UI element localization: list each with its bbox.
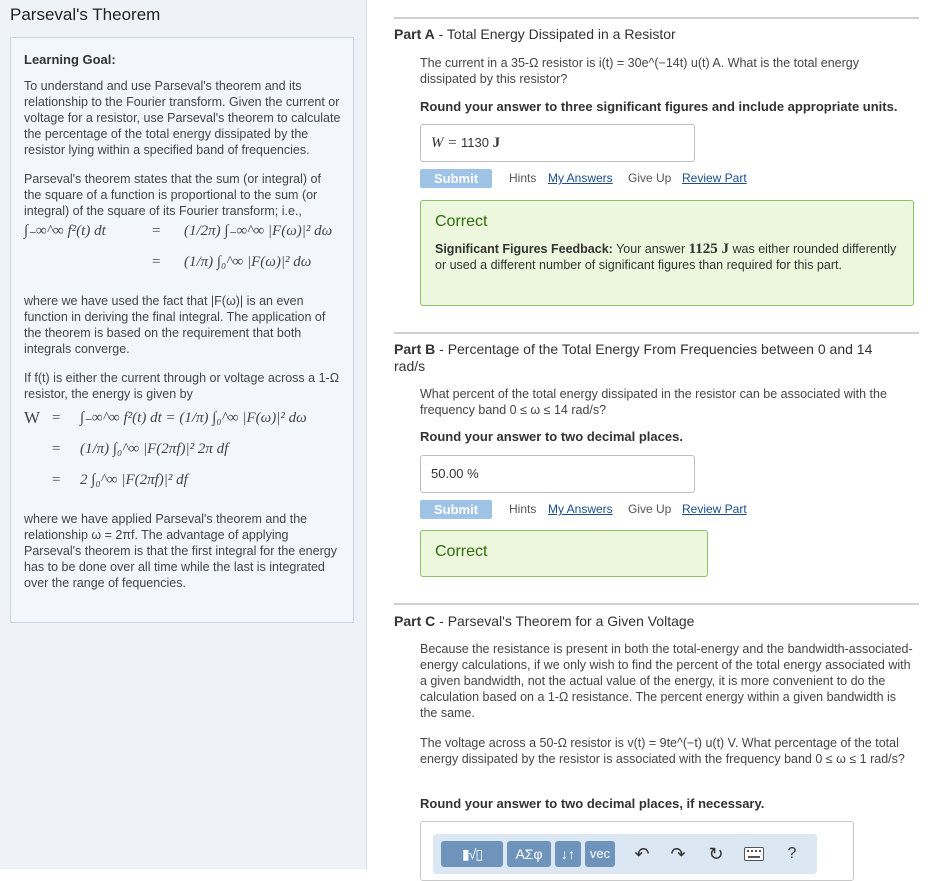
equation-1 (24, 223, 341, 254)
feedback-value: 1125 J (688, 241, 730, 257)
learning-goal-panel (0, 0, 367, 869)
part-b-my-answers-link[interactable]: My Answers (548, 502, 613, 516)
conclusion-text: where we have applied Parseval's theorem and the relationship ω = 2πf. The advantage of applying Parseval's theorem is that the first integral for the energy has to be done over all time while the last is integrated over the range of fequencies. (24, 512, 337, 590)
part-b-answer-field[interactable] (420, 455, 695, 493)
equation-5 (24, 472, 341, 503)
part-a-question (420, 55, 915, 87)
part-b-question-text: What percent of the total energy dissipated in the resistor can be associated with the frequency band 0 ≤ ω ≤ 14 rad/s? (420, 387, 887, 417)
eq3-equals: = (52, 410, 61, 426)
part-b-give-up-link[interactable]: Give Up (628, 502, 672, 516)
eq3-w: W (24, 408, 41, 427)
part-a-header: Part A - Total Energy Dissipated in a Resistor (394, 26, 676, 42)
part-b-feedback-box (420, 530, 708, 577)
part-a-instruction: Round your answer to three significant figures and include appropriate units. (420, 99, 898, 114)
learning-goal-label: Learning Goal: (24, 52, 116, 67)
part-b-divider (394, 332, 919, 334)
part-a-give-up-link[interactable]: Give Up (628, 171, 672, 185)
eq3-right: ∫₋∞^∞ f²(t) dt = (1/π) ∫₀^∞ |F(ω)|² dω (80, 410, 307, 426)
problem-panel (394, 0, 919, 869)
part-c-title: Parseval's Theorem for a Given Voltage (447, 613, 695, 629)
part-c-question (420, 735, 915, 767)
part-a-feedback-box (420, 200, 914, 306)
eq1-equals: = (152, 223, 161, 239)
energy-intro: If f(t) is either the current through or voltage across a 1-Ω resistor, the energy is given by (24, 371, 340, 401)
part-c-context (420, 641, 915, 721)
subscript-superscript-button[interactable]: ↓↑ (555, 841, 581, 867)
theorem-statement: Parseval's theorem states that the sum (or integral) of the square of a function is proportional to the sum (or integral) of the square of its Fourier transform; i.e., (24, 172, 321, 218)
part-c-header: Part C - Parseval's Theorem for a Given Voltage (394, 613, 695, 629)
eq5-equals: = (52, 472, 61, 488)
part-b-hints-link[interactable]: Hints (509, 502, 537, 516)
part-c-divider (394, 603, 919, 605)
feedback-post: was either rounded differently or used a different number of significant figures than required for this part. (435, 242, 897, 272)
part-c-instruction: Round your answer to two decimal places, if necessary. (420, 796, 765, 811)
part-a-review-part-link[interactable]: Review Part (682, 171, 747, 185)
answer-value: 1130 (461, 135, 489, 150)
part-a-hints-link[interactable]: Hints (509, 171, 537, 185)
vector-button[interactable]: vec (585, 841, 615, 867)
equation-3 (24, 410, 341, 441)
eq2-right: (1/π) ∫₀^∞ |F(ω)|² dω (184, 254, 312, 270)
part-a-question-text: The current in a 35-Ω resistor is i(t) = 30e^(−14t) u(t) A. What is the total energy dissipated by this resistor? (420, 56, 860, 86)
part-c-answer-editor[interactable] (420, 821, 854, 881)
part-a-result: Correct (435, 213, 488, 230)
part-b-title: Percentage of the Total Energy From Frequencies between 0 and 14 rad/s (394, 341, 873, 374)
part-b-review-part-link[interactable]: Review Part (682, 502, 747, 516)
part-a-divider (394, 17, 919, 19)
help-icon[interactable]: ? (787, 845, 797, 862)
learning-goal-intro: To understand and use Parseval's theorem and its relationship to the Fourier transform. Given the current or voltage for a resistor, use Parseval's theorem to calculate the percentage of the total energy dissipated by the resistor lying within a specified band of frequencies. (24, 79, 341, 157)
part-b-header: Part B - Percentage of the Total Energy From Frequencies between 0 and 14 rad/s (394, 341, 873, 374)
redo-icon[interactable]: ↷ (670, 844, 686, 864)
eq4-equals: = (52, 441, 61, 457)
part-b-actions (420, 500, 820, 519)
equation-2 (24, 254, 341, 285)
part-a-title: Total Energy Dissipated in a Resistor (446, 26, 676, 42)
learning-goal-box (10, 37, 354, 623)
part-b-submit-button[interactable]: Submit (420, 500, 492, 519)
equation-4 (24, 441, 341, 472)
eq5-right: 2 ∫₀^∞ |F(2πf)|² df (80, 472, 188, 488)
part-a-my-answers-link[interactable]: My Answers (548, 171, 613, 185)
eq2-equals: = (152, 254, 161, 270)
answer-unit: % (467, 466, 479, 481)
symbols-button[interactable]: ΑΣφ (507, 841, 551, 867)
feedback-pre: Your answer (616, 242, 686, 256)
feedback-label: Significant Figures Feedback: (435, 242, 613, 256)
sig-fig-feedback (435, 241, 899, 273)
answer-variable: W = (431, 135, 458, 151)
part-a-answer-field[interactable] (420, 124, 695, 162)
part-a-submit-button[interactable]: Submit (420, 169, 492, 188)
eq4-right: (1/π) ∫₀^∞ |F(2πf)|² 2π df (80, 441, 229, 457)
part-b-result: Correct (435, 543, 488, 560)
even-function-note: where we have used the fact that |F(ω)| is an even function in deriving the final integral. The application of the theorem is based on the requirement that both integrals converge. (24, 294, 326, 356)
eq1-left: ∫₋∞^∞ f²(t) dt (24, 223, 106, 239)
page-title: Parseval's Theorem (10, 5, 161, 24)
keyboard-icon[interactable] (741, 841, 767, 867)
part-c-context-text: Because the resistance is present in both the total-energy and the bandwidth-associated-energy calculations, if we only wish to find the percent of the total energy associated with a given bandwidth, not the actual value of the energy, it is more convenient to do the calculation based on a 1-Ω resistance. The percent energy within a given bandwidth is the same. (420, 642, 913, 720)
part-a-actions (420, 169, 820, 188)
part-b-instruction: Round your answer to two decimal places. (420, 429, 683, 444)
templates-button[interactable]: ▮√▯ (441, 841, 503, 867)
part-b-question (420, 386, 915, 418)
part-c-label: Part C (394, 613, 436, 629)
answer-value: 50.00 (431, 466, 464, 481)
reset-icon[interactable]: ↻ (708, 844, 724, 864)
part-a-label: Part A (394, 26, 435, 42)
part-b-label: Part B (394, 341, 436, 357)
math-toolbar (433, 834, 817, 874)
undo-icon[interactable]: ↶ (634, 844, 650, 864)
answer-unit: J (492, 135, 501, 151)
eq1-right: (1/2π) ∫₋∞^∞ |F(ω)|² dω (184, 223, 333, 239)
part-c-question-text: The voltage across a 50-Ω resistor is v(t) = 9te^(−t) u(t) V. What percentage of the total energy dissipated by the resistor is associated with the frequency band 0 ≤ ω ≤ 1 rad/s? (420, 736, 905, 766)
